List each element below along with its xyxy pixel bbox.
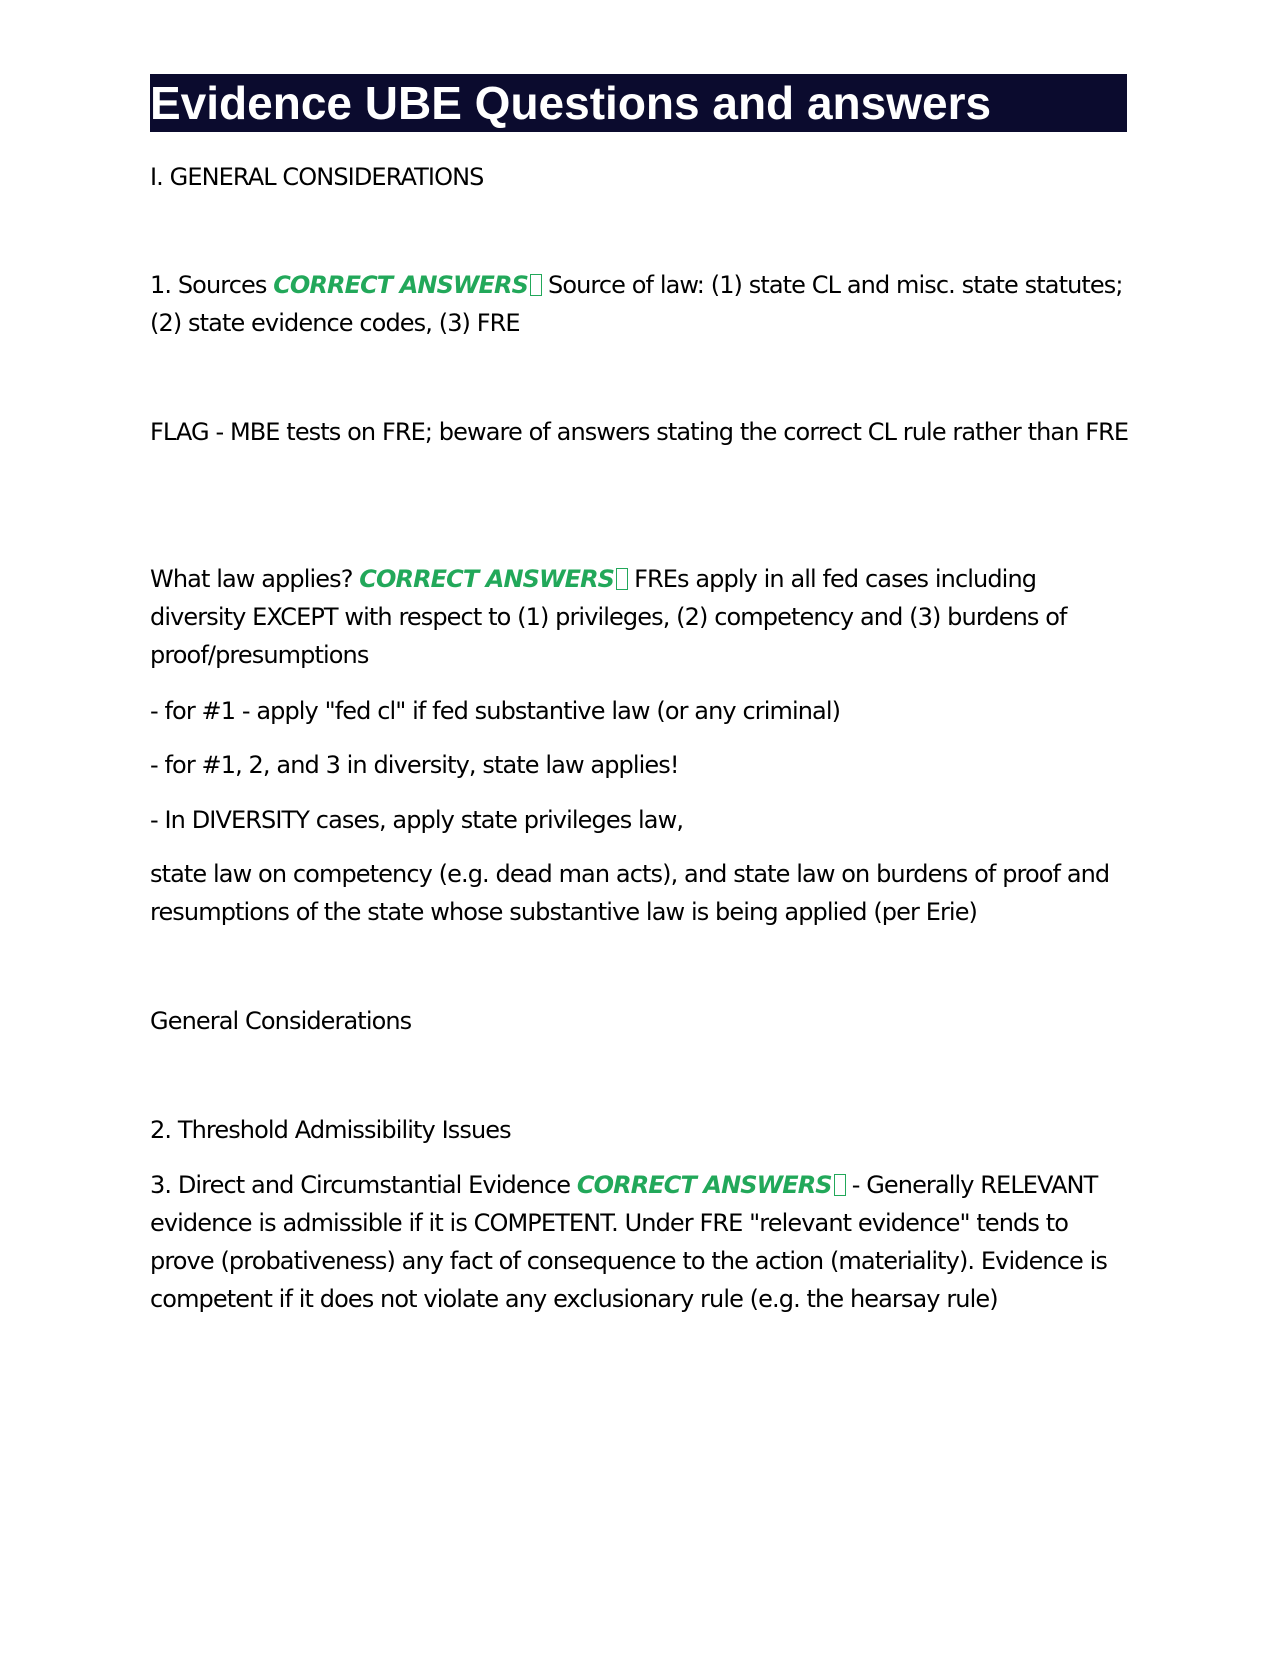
question-direct-circumstantial: 3. Direct and Circumstantial Evidence [150,1171,571,1199]
answer-law-applies: FREs apply in all fed cases including diversity EXCEPT with respect to (1) privileges, (2) competency and (3) burdens of proof/presumptions [150,565,1067,669]
section-heading: I. GENERAL CONSIDERATIONS [150,163,484,191]
document-title: Evidence UBE Questions and answers [150,77,992,129]
qa-direct-circumstantial [150,1166,1130,1318]
question-sources: 1. Sources [150,271,267,299]
correct-answers-label: CORRECT ANSWERS [273,271,528,299]
threshold-heading: 2. Threshold Admissibility Issues [150,1116,511,1144]
qa-law-applies [150,560,1130,674]
correct-answers-label: CORRECT ANSWERS [576,1171,832,1199]
bullet-diversity-state-law: - for #1, 2, and 3 in diversity, state law applies! [150,751,679,779]
bullet-diversity-privileges: - In DIVERSITY cases, apply state privileges law, [150,806,684,834]
missing-glyph-icon [616,568,628,590]
question-law-applies: What law applies? [150,565,353,593]
answer-direct-circumstantial: - Generally RELEVANT evidence is admissible if it is COMPETENT. Under FRE "relevant evidence" tends to prove (probativeness) any fact of consequence to the action (materiality). Evidence is competent if it does not violate any exclusionary rule (e.g. the hearsay rule) [150,1171,1108,1313]
correct-answers-label: CORRECT ANSWERS [359,565,615,593]
bullet-fed-cl: - for #1 - apply "fed cl" if fed substantive law (or any criminal) [150,697,841,725]
title-bar [150,74,1127,132]
missing-glyph-icon [530,274,542,296]
subheading-general-considerations: General Considerations [150,1007,412,1035]
continuation-paragraph: state law on competency (e.g. dead man acts), and state law on burdens of proof and resumptions of the state whose substantive law is being applied (per Erie) [150,860,1110,926]
qa-sources [150,266,1130,342]
missing-glyph-icon [834,1174,846,1196]
flag-note: FLAG - MBE tests on FRE; beware of answers stating the correct CL rule rather than FRE [150,418,1129,446]
answer-sources: Source of law: (1) state CL and misc. state statutes; (2) state evidence codes, (3) FRE [150,271,1123,337]
